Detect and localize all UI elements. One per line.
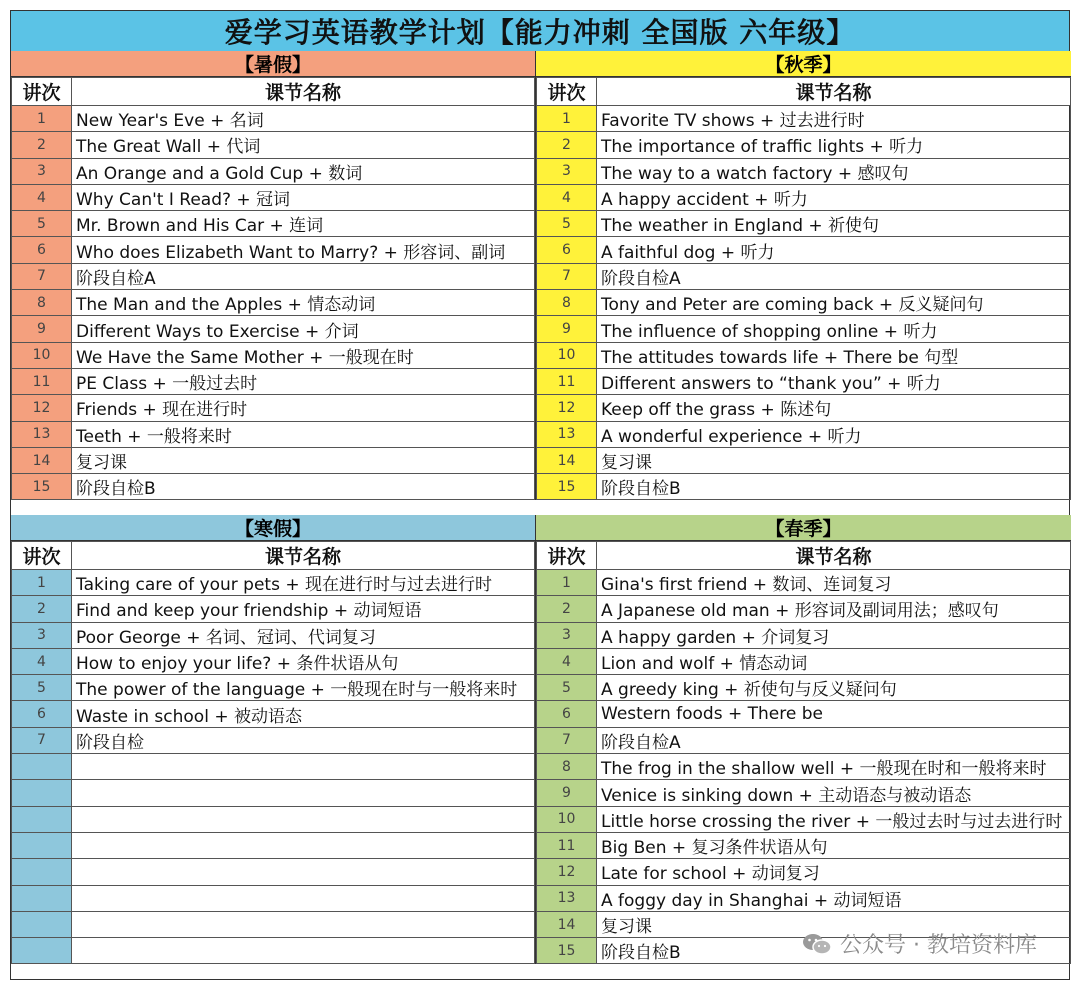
summer-section: [11, 51, 536, 500]
lesson-number: 12: [537, 395, 597, 421]
lesson-name: The frog in the shallow well + 一般现在时和一般将来时: [597, 754, 1071, 780]
lesson-name: Gina's first friend + 数词、连词复习: [597, 570, 1071, 596]
table-row: [537, 570, 1071, 596]
table-row: [12, 570, 535, 596]
lesson-name: Waste in school + 被动语态: [72, 701, 535, 727]
lesson-number: 8: [12, 290, 72, 316]
lesson-name: [72, 806, 535, 832]
lesson-name: [72, 938, 535, 964]
lesson-name: Lion and wolf + 情态动词: [597, 648, 1071, 674]
lesson-name: Different answers to “thank you” + 听力: [597, 368, 1071, 394]
table-row: [12, 911, 535, 937]
table-row: [12, 211, 535, 237]
spring-header: 【春季】: [536, 515, 1071, 541]
lesson-number: [12, 938, 72, 964]
table-row: [537, 701, 1071, 727]
lesson-number: 10: [537, 342, 597, 368]
lesson-number: 4: [12, 184, 72, 210]
lesson-name: Keep off the grass + 陈述句: [597, 395, 1071, 421]
table-row: [12, 184, 535, 210]
lesson-name: A happy garden + 介词复习: [597, 622, 1071, 648]
lesson-number: 6: [12, 701, 72, 727]
lesson-number: 6: [12, 237, 72, 263]
table-row: [12, 780, 535, 806]
table-row: [537, 780, 1071, 806]
lesson-name: Favorite TV shows + 过去进行时: [597, 106, 1071, 132]
table-row: [537, 106, 1071, 132]
lesson-name: 复习课: [597, 911, 1071, 937]
lesson-name: [72, 911, 535, 937]
lesson-number: 1: [537, 106, 597, 132]
autumn-section: [536, 51, 1071, 500]
lesson-number: 2: [537, 132, 597, 158]
lesson-name: A Japanese old man + 形容词及副词用法；感叹句: [597, 596, 1071, 622]
lesson-name: We Have the Same Mother + 一般现在时: [72, 342, 535, 368]
lesson-number: 15: [12, 474, 72, 500]
lesson-number: 5: [12, 675, 72, 701]
lesson-name: The importance of traffic lights + 听力: [597, 132, 1071, 158]
lesson-number: 2: [537, 596, 597, 622]
lesson-name: An Orange and a Gold Cup + 数词: [72, 158, 535, 184]
table-row: [12, 290, 535, 316]
lesson-number: 9: [12, 316, 72, 342]
lesson-number: 5: [12, 211, 72, 237]
table-row: [12, 421, 535, 447]
lesson-name: 阶段自检B: [72, 474, 535, 500]
spring-section: [536, 515, 1071, 964]
lesson-name: The Man and the Apples + 情态动词: [72, 290, 535, 316]
lesson-name: A greedy king + 祈使句与反义疑问句: [597, 675, 1071, 701]
table-row: [12, 938, 535, 964]
lesson-name: A wonderful experience + 听力: [597, 421, 1071, 447]
table-row: [12, 885, 535, 911]
lesson-name: A happy accident + 听力: [597, 184, 1071, 210]
lesson-number: 7: [12, 727, 72, 753]
lesson-name: Find and keep your friendship + 动词短语: [72, 596, 535, 622]
lesson-number: 1: [12, 106, 72, 132]
lesson-number: 1: [12, 570, 72, 596]
autumn-header: 【秋季】: [536, 51, 1071, 77]
table-row: [12, 754, 535, 780]
table-row: [12, 368, 535, 394]
table-row: [537, 342, 1071, 368]
lesson-name: Western foods + There be: [597, 701, 1071, 727]
table-row: [537, 675, 1071, 701]
lesson-number: 2: [12, 596, 72, 622]
table-row: [537, 263, 1071, 289]
table-row: [537, 622, 1071, 648]
lesson-number: 11: [12, 368, 72, 394]
lesson-name: How to enjoy your life? + 条件状语从句: [72, 648, 535, 674]
col-header-name: 课节名称: [72, 542, 535, 570]
lesson-number: 5: [537, 675, 597, 701]
lesson-number: 3: [537, 158, 597, 184]
table-row: [12, 237, 535, 263]
table-row: [12, 395, 535, 421]
lesson-number: 8: [537, 754, 597, 780]
table-row: [537, 648, 1071, 674]
table-row: [537, 368, 1071, 394]
lesson-name: [72, 832, 535, 858]
lesson-number: 10: [12, 342, 72, 368]
table-row: [537, 754, 1071, 780]
lesson-number: 14: [537, 447, 597, 473]
lesson-name: 复习课: [597, 447, 1071, 473]
col-header-num: 讲次: [12, 78, 72, 106]
lesson-name: 阶段自检A: [597, 727, 1071, 753]
winter-section: [11, 515, 536, 964]
table-row: [537, 290, 1071, 316]
summer-table: [11, 77, 535, 500]
table-row: [537, 132, 1071, 158]
table-row: [537, 395, 1071, 421]
table-row: [537, 596, 1071, 622]
lesson-name: Late for school + 动词复习: [597, 859, 1071, 885]
table-row: [537, 421, 1071, 447]
lesson-number: 15: [537, 474, 597, 500]
table-row: [537, 316, 1071, 342]
table-row: [537, 474, 1071, 500]
lesson-name: Poor George + 名词、冠词、代词复习: [72, 622, 535, 648]
table-row: [537, 727, 1071, 753]
lesson-number: [12, 832, 72, 858]
table-row: [537, 158, 1071, 184]
page-title: 爱学习英语教学计划【能力冲刺 全国版 六年级】: [11, 11, 1069, 52]
lesson-number: 2: [12, 132, 72, 158]
lesson-number: 1: [537, 570, 597, 596]
table-row: [537, 806, 1071, 832]
table-row: [12, 596, 535, 622]
lesson-number: 9: [537, 316, 597, 342]
table-row: [12, 106, 535, 132]
lesson-name: Mr. Brown and His Car + 连词: [72, 211, 535, 237]
lesson-number: 14: [12, 447, 72, 473]
lesson-name: [72, 859, 535, 885]
table-row: [12, 648, 535, 674]
table-row: [12, 806, 535, 832]
col-header-num: 讲次: [12, 542, 72, 570]
lesson-number: 7: [537, 727, 597, 753]
winter-table: [11, 541, 535, 964]
winter-header: 【寒假】: [11, 515, 535, 541]
table-row: [12, 859, 535, 885]
lesson-number: 15: [537, 938, 597, 964]
lesson-number: 11: [537, 368, 597, 394]
lesson-number: 4: [12, 648, 72, 674]
lesson-number: 7: [537, 263, 597, 289]
lesson-name: New Year's Eve + 名词: [72, 106, 535, 132]
wechat-icon: [802, 933, 832, 955]
lesson-number: 14: [537, 911, 597, 937]
table-row: [12, 727, 535, 753]
table-row: [537, 447, 1071, 473]
summer-header: 【暑假】: [11, 51, 535, 77]
lesson-name: 阶段自检A: [72, 263, 535, 289]
lesson-number: 9: [537, 780, 597, 806]
lesson-name: PE Class + 一般过去时: [72, 368, 535, 394]
lesson-name: 复习课: [72, 447, 535, 473]
lesson-name: Different Ways to Exercise + 介词: [72, 316, 535, 342]
table-row: [537, 184, 1071, 210]
lesson-name: [72, 754, 535, 780]
table-row: [537, 832, 1071, 858]
table-row: [12, 263, 535, 289]
lesson-name: The influence of shopping online + 听力: [597, 316, 1071, 342]
lesson-number: [12, 885, 72, 911]
table-row: [537, 237, 1071, 263]
table-row: [537, 859, 1071, 885]
lesson-name: Venice is sinking down + 主动语态与被动语态: [597, 780, 1071, 806]
lesson-name: Who does Elizabeth Want to Marry? + 形容词、副词: [72, 237, 535, 263]
table-row: [12, 832, 535, 858]
lesson-name: Taking care of your pets + 现在进行时与过去进行时: [72, 570, 535, 596]
table-row: [537, 885, 1071, 911]
lesson-number: [12, 780, 72, 806]
lesson-name: 阶段自检: [72, 727, 535, 753]
col-header-num: 讲次: [537, 542, 597, 570]
spring-table: [536, 541, 1071, 964]
lesson-name: The power of the language + 一般现在时与一般将来时: [72, 675, 535, 701]
lesson-number: 10: [537, 806, 597, 832]
table-row: [12, 342, 535, 368]
col-header-name: 课节名称: [597, 78, 1071, 106]
table-row: [12, 675, 535, 701]
lesson-number: 4: [537, 184, 597, 210]
lesson-name: The weather in England + 祈使句: [597, 211, 1071, 237]
col-header-name: 课节名称: [597, 542, 1071, 570]
lesson-number: 13: [537, 885, 597, 911]
autumn-table: [536, 77, 1071, 500]
lesson-number: 12: [12, 395, 72, 421]
table-row: [12, 158, 535, 184]
lesson-number: [12, 806, 72, 832]
watermark: [802, 928, 1037, 959]
lesson-name: Why Can't I Read? + 冠词: [72, 184, 535, 210]
lesson-name: 阶段自检A: [597, 263, 1071, 289]
table-row: [12, 701, 535, 727]
lesson-name: The attitudes towards life + There be 句型: [597, 342, 1071, 368]
lesson-number: 6: [537, 701, 597, 727]
lesson-name: Tony and Peter are coming back + 反义疑问句: [597, 290, 1071, 316]
lesson-number: 4: [537, 648, 597, 674]
col-header-num: 讲次: [537, 78, 597, 106]
lesson-number: 12: [537, 859, 597, 885]
lesson-number: [12, 754, 72, 780]
lesson-name: 阶段自检B: [597, 474, 1071, 500]
lesson-number: 3: [12, 158, 72, 184]
watermark-text: 公众号 · 教培资料库: [840, 933, 1037, 958]
lesson-number: 8: [537, 290, 597, 316]
lesson-number: [12, 859, 72, 885]
table-row: [12, 622, 535, 648]
lesson-name: [72, 780, 535, 806]
lesson-number: 3: [12, 622, 72, 648]
lesson-number: 5: [537, 211, 597, 237]
lesson-name: Little horse crossing the river + 一般过去时与过去进行时: [597, 806, 1071, 832]
lesson-number: 11: [537, 832, 597, 858]
lesson-name: Big Ben + 复习条件状语从句: [597, 832, 1071, 858]
lesson-name: 阶段自检B: [597, 938, 1071, 964]
lesson-number: [12, 911, 72, 937]
lesson-number: 6: [537, 237, 597, 263]
col-header-name: 课节名称: [72, 78, 535, 106]
lesson-number: 13: [537, 421, 597, 447]
lesson-name: Friends + 现在进行时: [72, 395, 535, 421]
table-row: [12, 474, 535, 500]
table-row: [537, 211, 1071, 237]
lesson-number: 13: [12, 421, 72, 447]
lesson-plan-sheet: [10, 10, 1070, 980]
lesson-number: 7: [12, 263, 72, 289]
table-row: [12, 316, 535, 342]
lesson-name: [72, 885, 535, 911]
lesson-name: The way to a watch factory + 感叹句: [597, 158, 1071, 184]
table-row: [12, 447, 535, 473]
lesson-name: A foggy day in Shanghai + 动词短语: [597, 885, 1071, 911]
lesson-name: The Great Wall + 代词: [72, 132, 535, 158]
lesson-number: 3: [537, 622, 597, 648]
table-row: [12, 132, 535, 158]
lesson-name: A faithful dog + 听力: [597, 237, 1071, 263]
lesson-name: Teeth + 一般将来时: [72, 421, 535, 447]
